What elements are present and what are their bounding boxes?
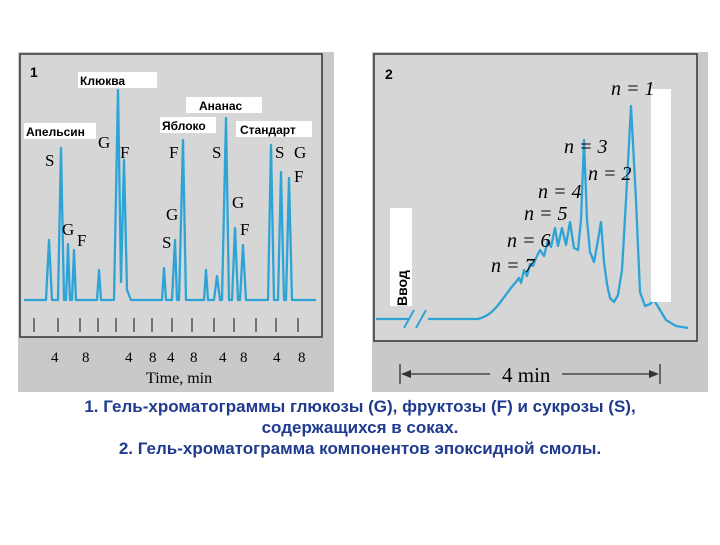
peak-letter: S	[212, 143, 222, 162]
peak-letter: G	[166, 205, 179, 224]
caption-line-3: 2. Гель-хроматограмма компонентов эпоксидной смолы.	[118, 439, 602, 458]
standard-label: Стандарт	[240, 123, 296, 137]
x-tick-label: 8	[149, 350, 157, 366]
peak-letter: S	[45, 151, 55, 170]
peak-label: n = 3	[564, 136, 608, 158]
peak-letter: F	[169, 143, 179, 162]
figure-caption	[0, 396, 720, 459]
peak-letter: F	[120, 143, 130, 162]
injection-label: Ввод	[394, 270, 410, 306]
time-scale-label: 4 min	[502, 363, 551, 387]
peak-letter: G	[62, 220, 75, 239]
peak-letter: G	[232, 193, 245, 212]
x-tick-label: 4	[51, 350, 59, 366]
peak-label: n = 2	[588, 163, 632, 185]
x-tick-label: 4	[273, 350, 281, 366]
chart-1-x-axis-label: Time, min	[146, 370, 213, 387]
x-tick-label: 8	[190, 350, 198, 366]
pineapple-label: Ананас	[199, 99, 243, 113]
chart-1	[18, 52, 334, 392]
peak-label: n = 6	[507, 230, 551, 252]
x-tick-label: 8	[298, 350, 306, 366]
chart-2	[372, 52, 708, 392]
peak-letter: F	[240, 220, 250, 239]
peak-letter: F	[77, 231, 87, 250]
peak-label: n = 4	[538, 181, 582, 203]
peak-letter: S	[275, 143, 285, 162]
peak-letter: S	[162, 233, 172, 252]
peak-letter: F	[294, 167, 304, 186]
x-tick-label: 8	[82, 350, 90, 366]
chart-2-number: 2	[385, 66, 393, 82]
apple-label: Яблоко	[162, 119, 206, 133]
cranberry-label: Клюква	[80, 74, 126, 88]
peak-label: n = 7	[491, 255, 535, 277]
peak-letter: G	[98, 133, 111, 152]
chart-1-number: 1	[30, 64, 38, 80]
caption-line-1: 1. Гель-хроматограммы глюкозы (G), фруктозы (F) и сукрозы (S),	[84, 397, 636, 416]
x-tick-label: 4	[167, 350, 175, 366]
mask-box	[651, 89, 671, 302]
peak-label: n = 5	[524, 203, 568, 225]
caption-line-2: содержащихся в соках.	[261, 418, 459, 437]
peak-letter: G	[294, 143, 307, 162]
peak-label: n = 1	[611, 78, 655, 100]
x-tick-label: 8	[240, 350, 248, 366]
x-tick-label: 4	[125, 350, 133, 366]
x-tick-label: 4	[219, 350, 227, 366]
orange-label: Апельсин	[26, 125, 85, 139]
